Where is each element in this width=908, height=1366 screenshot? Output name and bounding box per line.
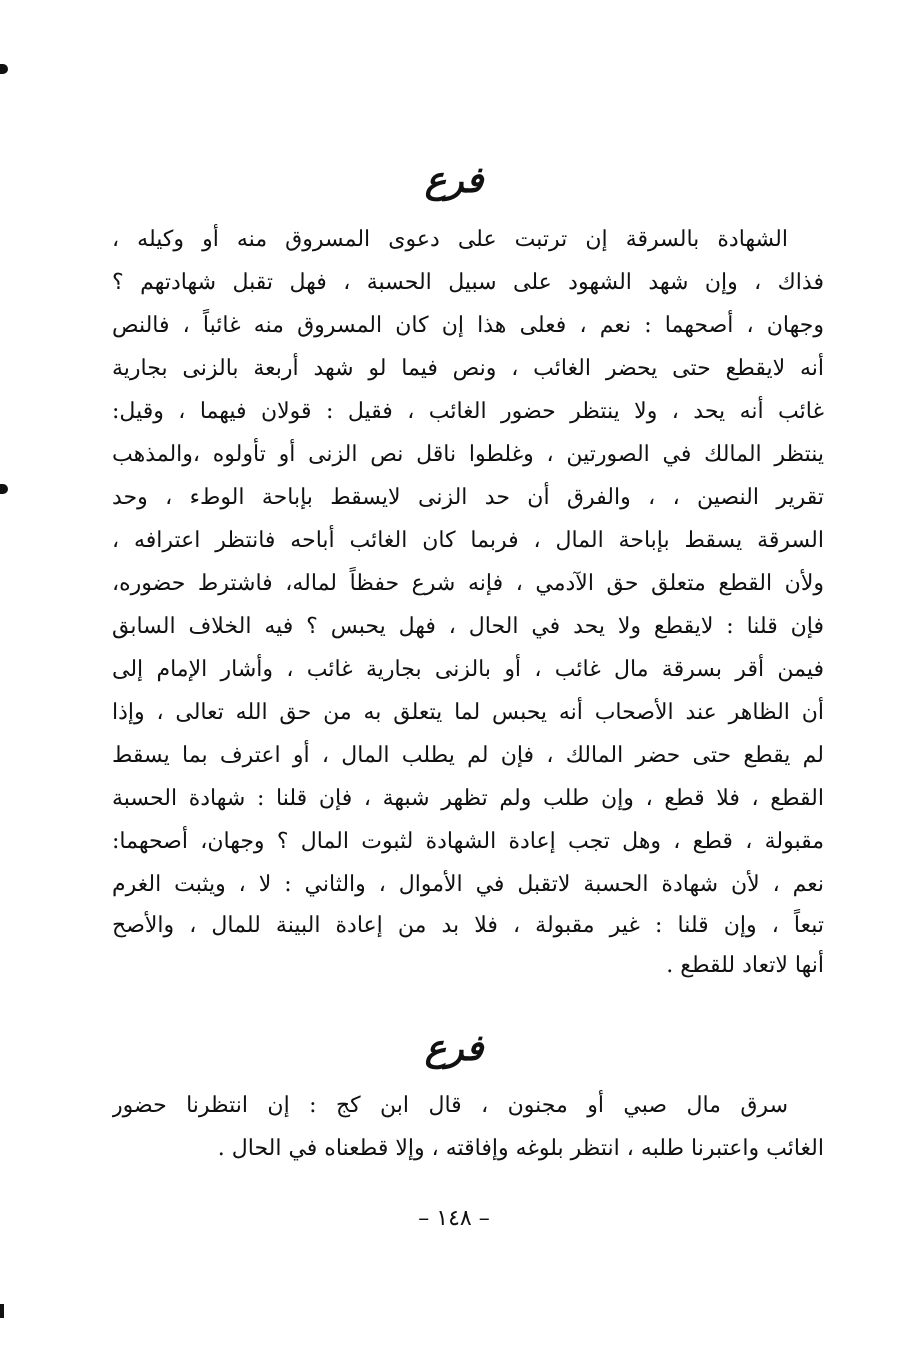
text-line: ينتظر المالك في الصورتين ، وغلطوا ناقل نص الزنى أو تأولوه ،والمذهب (112, 442, 824, 467)
text-line: سرق مال صبي أو مجنون ، قال ابن كج : إن انتظرنا حضور (112, 1093, 788, 1118)
text-line: أنه لايقطع حتى يحضر الغائب ، ونص فيما لو شهد أربعة بالزنى بجارية (112, 356, 824, 381)
text-line: مقبولة ، قطع ، وهل تجب إعادة الشهادة لثبوت المال ؟ وجهان، أصحهما: (112, 829, 824, 854)
text-line: تقرير النصين ، ، والفرق أن حد الزنى لايسقط بإباحة الوطء ، وحد (112, 485, 824, 510)
scan-edge-mark (0, 64, 8, 74)
text-line: السرقة يسقط بإباحة المال ، فربما كان الغائب أباحه فانتظر اعترافه ، (112, 528, 824, 553)
text-line: فإن قلنا : لايقطع ولا يحد في الحال ، فهل يحبس ؟ فيه الخلاف السابق (112, 614, 824, 639)
scan-edge-mark (0, 1304, 4, 1318)
scan-edge-mark (0, 484, 8, 494)
text-line: تبعاً ، وإن قلنا : غير مقبولة ، فلا بد من إعادة البينة للمال ، والأصح (112, 913, 824, 938)
text-line: ولأن القطع متعلق حق الآدمي ، فإنه شرع حفظاً لماله، فاشترط حضوره، (112, 571, 824, 596)
paragraph (112, 218, 824, 986)
section-heading: فرع (424, 159, 484, 201)
text-line: فذاك ، وإن شهد الشهود على سبيل الحسبة ، فهل تقبل شهادتهم ؟ (112, 270, 824, 295)
text-line: نعم ، لأن شهادة الحسبة لاتقبل في الأموال ، والثاني : لا ، ويثبت الغرم (112, 872, 824, 897)
text-line: وجهان ، أصحهما : نعم ، فعلى هذا إن كان المسروق منه غائباً ، فالنص (112, 313, 824, 338)
text-line: فيمن أقر بسرقة مال غائب ، أو بالزنى بجارية غائب ، وأشار الإمام إلى (112, 657, 824, 682)
text-line: الغائب واعتبرنا طلبه ، انتظر بلوغه وإفاقته ، وإلا قطعناه في الحال . (217, 1136, 824, 1161)
text-line: الشهادة بالسرقة إن ترتبت على دعوى المسروق منه أو وكيله ، (112, 227, 788, 252)
text-line: القطع ، فلا قطع ، وإن طلب ولم تظهر شبهة ، فإن قلنا : شهادة الحسبة (112, 786, 824, 811)
text-line: أن الظاهر عند الأصحاب أنه يحبس لما يتعلق به من حق الله تعالى ، وإذا (112, 700, 824, 725)
paragraph (112, 1084, 824, 1170)
page-number: – ١٤٨ – (418, 1206, 490, 1231)
text-line: غائب أنه يحد ، ولا ينتظر حضور الغائب ، فقيل : قولان فيهما ، وقيل: (112, 399, 824, 424)
text-line: لم يقطع حتى حضر المالك ، فإن لم يطلب المال ، أو اعترف بما يسقط (112, 743, 824, 768)
section-heading: فرع (424, 1027, 484, 1069)
text-line: أنها لاتعاد للقطع . (666, 953, 824, 978)
